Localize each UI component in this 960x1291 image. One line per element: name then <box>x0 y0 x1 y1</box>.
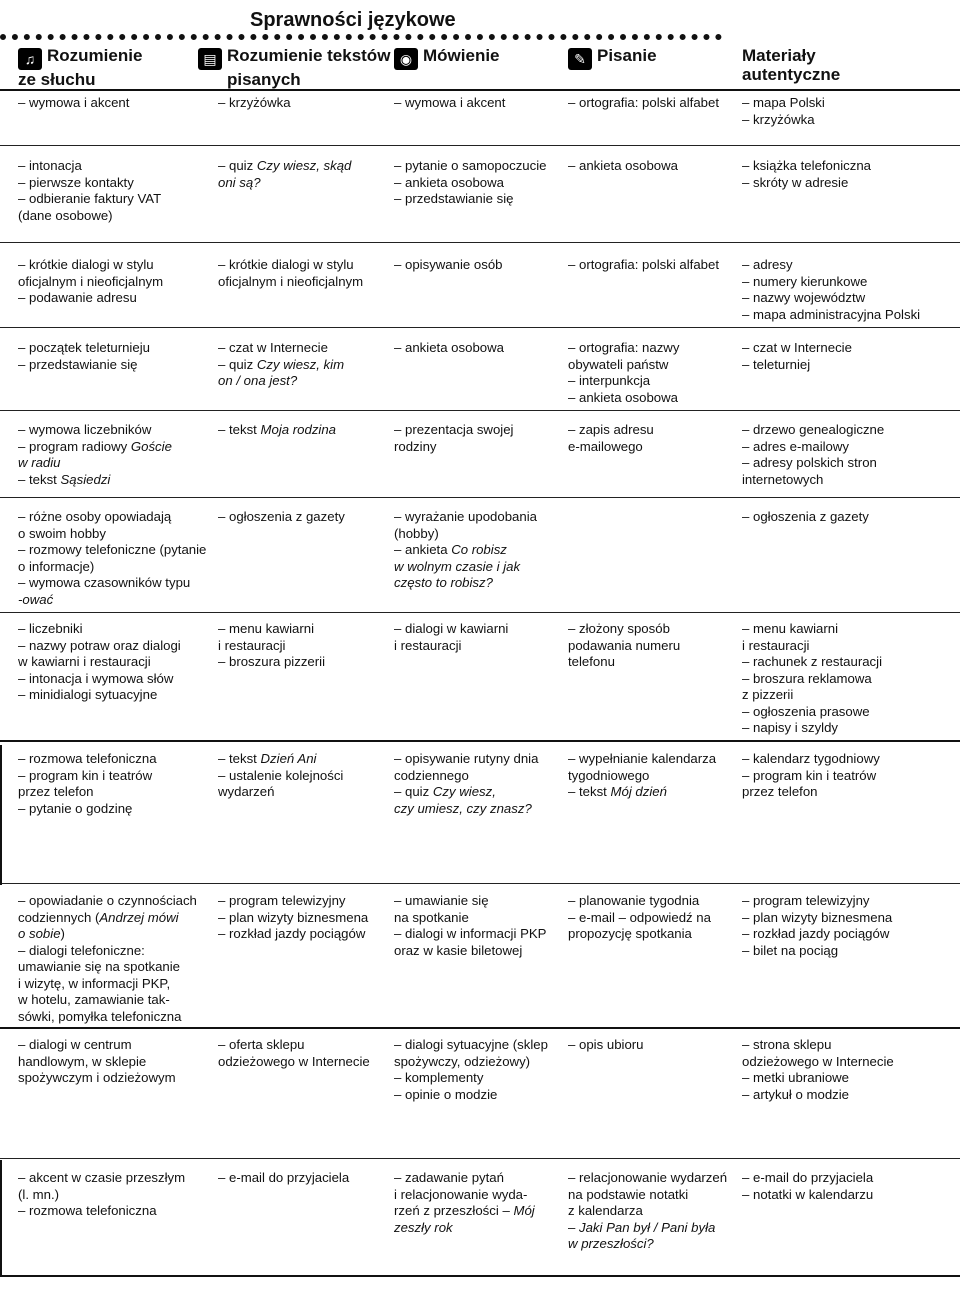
page-title: Sprawności językowe <box>250 9 456 31</box>
table-cell: – pytanie o samopoczucie – ankieta osobowa – przedstawianie się <box>394 158 547 206</box>
table-cell: – wypełnianie kalendarza tygodniowego – tekst Mój dzień <box>568 751 717 799</box>
table-cell: – program telewizyjny – plan wizyty biznesmena – rozkład jazdy pociągów – bilet na pociąg <box>742 893 893 958</box>
table-cell: – dialogi w centrum handlowym, w sklepie spożywczym i odzieżowym <box>18 1037 176 1085</box>
speech-icon: ◉ <box>394 48 418 70</box>
table-cell: – e-mail do przyjaciela – notatki w kalendarzu <box>742 1170 874 1202</box>
table-cell: – umawianie się na spotkanie – dialogi w informacji PKP oraz w kasie biletowej <box>394 893 547 958</box>
table-cell: – zapis adresu e-mailowego <box>568 422 654 454</box>
table-cell: – mapa Polski – krzyżówka <box>742 95 825 127</box>
table-cell: – opisywanie rutyny dnia codziennego – quiz Czy wiesz, czy umiesz, czy znasz? <box>394 751 539 816</box>
table-cell: – krótkie dialogi w stylu oficjalnym i nieoficjalnym – podawanie adresu <box>18 257 164 305</box>
header-rule <box>0 89 960 91</box>
table-cell: – wyrażanie upodobania (hobby) – ankieta Co robisz w wolnym czasie i jak często to robisz? <box>394 509 537 590</box>
column-header-reading: ▤ Rozumienie tekstów pisanych <box>198 46 390 89</box>
table-cell: – ogłoszenia z gazety <box>218 509 345 524</box>
table-cell: – początek teleturnieju – przedstawianie się <box>18 340 150 372</box>
table-cell: – ogłoszenia z gazety <box>742 509 869 524</box>
unit-marker-bar <box>0 745 2 885</box>
row-divider <box>0 410 960 411</box>
table-cell: – książka telefoniczna – skróty w adresie <box>742 158 872 190</box>
table-cell: – rozmowa telefoniczna – program kin i teatrów przez telefon – pytanie o godzinę <box>18 751 157 816</box>
table-cell: – dialogi sytuacyjne (sklep spożywczy, odzieżowy) – komplementy – opinie o modzie <box>394 1037 548 1102</box>
table-cell: – intonacja – pierwsze kontakty – odbieranie faktury VAT (dane osobowe) <box>18 158 162 223</box>
table-cell: – planowanie tygodnia – e-mail – odpowiedź na propozycję spotkania <box>568 893 711 941</box>
row-divider <box>0 1027 960 1029</box>
table-cell: – ortografia: nazwy obywateli państw – interpunkcja – ankieta osobowa <box>568 340 680 405</box>
table-cell: – e-mail do przyjaciela <box>218 1170 350 1185</box>
table-cell: – opis ubioru <box>568 1037 644 1052</box>
book-icon: ▤ <box>198 48 222 70</box>
table-cell: – adresy – numery kierunkowe – nazwy województw – mapa administracyjna Polski <box>742 257 921 322</box>
table-cell: – ortografia: polski alfabet <box>568 95 720 110</box>
table-cell: – wymowa liczebników – program radiowy Goście w radiu – tekst Sąsiedzi <box>18 422 172 487</box>
row-divider <box>0 612 960 613</box>
table-cell: – relacjonowanie wydarzeń na podstawie notatki z kalendarza – Jaki Pan był / Pani była w przeszłości? <box>568 1170 728 1251</box>
table-cell: – wymowa i akcent <box>394 95 506 110</box>
table-cell: – drzewo genealogiczne – adres e-mailowy – adresy polskich stron internetowych <box>742 422 885 487</box>
table-cell: – złożony sposób podawania numeru telefonu <box>568 621 681 669</box>
table-cell: – tekst Moja rodzina <box>218 422 337 437</box>
row-divider <box>0 497 960 498</box>
table-cell: – program telewizyjny – plan wizyty biznesmena – rozkład jazdy pociągów <box>218 893 369 941</box>
table-cell: – krzyżówka <box>218 95 291 110</box>
table-cell: – wymowa i akcent <box>18 95 130 110</box>
row-divider <box>0 1275 960 1277</box>
dotted-rule <box>0 34 722 40</box>
table-cell: – dialogi w kawiarni i restauracji <box>394 621 509 653</box>
table-cell: – opisywanie osób <box>394 257 503 272</box>
table-cell: – krótkie dialogi w stylu oficjalnym i nieoficjalnym <box>218 257 364 289</box>
table-cell: – prezentacja swojej rodziny <box>394 422 514 454</box>
row-divider <box>0 883 960 884</box>
ear-icon: ♫ <box>18 48 42 70</box>
row-divider <box>0 145 960 146</box>
table-cell: – strona sklepu odzieżowego w Internecie – metki ubraniowe – artykuł o modzie <box>742 1037 894 1102</box>
table-cell: – menu kawiarni i restauracji – broszura pizzerii <box>218 621 326 669</box>
column-header-speaking: ◉ Mówienie <box>394 46 500 70</box>
table-cell: – akcent w czasie przeszłym (l. mn.) – rozmowa telefoniczna <box>18 1170 186 1218</box>
unit-marker-bar <box>0 1160 2 1275</box>
row-divider <box>0 1158 960 1159</box>
row-divider <box>0 740 960 742</box>
table-cell: – menu kawiarni i restauracji – rachunek z restauracji – broszura reklamowa z pizzerii – ogłoszenia prasowe – napisy i szyldy <box>742 621 883 735</box>
table-cell: – ankieta osobowa <box>568 158 678 173</box>
table-cell: – różne osoby opowiadają o swoim hobby – rozmowy telefoniczne (pytanie o informacje) – wymowa czasowników typu -ować <box>18 509 207 607</box>
table-cell: – kalendarz tygodniowy – program kin i teatrów przez telefon <box>742 751 880 799</box>
column-header-authentic-materials: Materiały autentyczne <box>742 46 841 84</box>
table-cell: – oferta sklepu odzieżowego w Internecie <box>218 1037 370 1069</box>
table-cell: – czat w Internecie – quiz Czy wiesz, kim on / ona jest? <box>218 340 345 388</box>
table-cell: – opowiadanie o czynnościach codziennych (Andrzej mówi o sobie) – dialogi telefoniczne: umawianie się na spotkanie i wizytę, w informacji PKP, w hotelu, zamawianie tak- sówki, pomyłka telefoniczna <box>18 893 197 1024</box>
row-divider <box>0 327 960 328</box>
table-cell: – quiz Czy wiesz, skąd oni są? <box>218 158 352 190</box>
column-header-writing: ✎ Pisanie <box>568 46 657 70</box>
table-cell: – czat w Internecie – teleturniej <box>742 340 852 372</box>
row-divider <box>0 242 960 243</box>
table-cell: – ortografia: polski alfabet <box>568 257 720 272</box>
column-header-listening: ♫ Rozumienie ze słuchu <box>18 46 143 89</box>
pen-icon: ✎ <box>568 48 592 70</box>
table-cell: – tekst Dzień Ani – ustalenie kolejności wydarzeń <box>218 751 344 799</box>
table-cell: – ankieta osobowa <box>394 340 504 355</box>
table-cell: – liczebniki – nazwy potraw oraz dialogi w kawiarni i restauracji – intonacja i wymowa słów – minidialogi sytuacyjne <box>18 621 181 702</box>
table-cell: – zadawanie pytań i relacjonowanie wyda- rzeń z przeszłości – Mój zeszły rok <box>394 1170 535 1235</box>
